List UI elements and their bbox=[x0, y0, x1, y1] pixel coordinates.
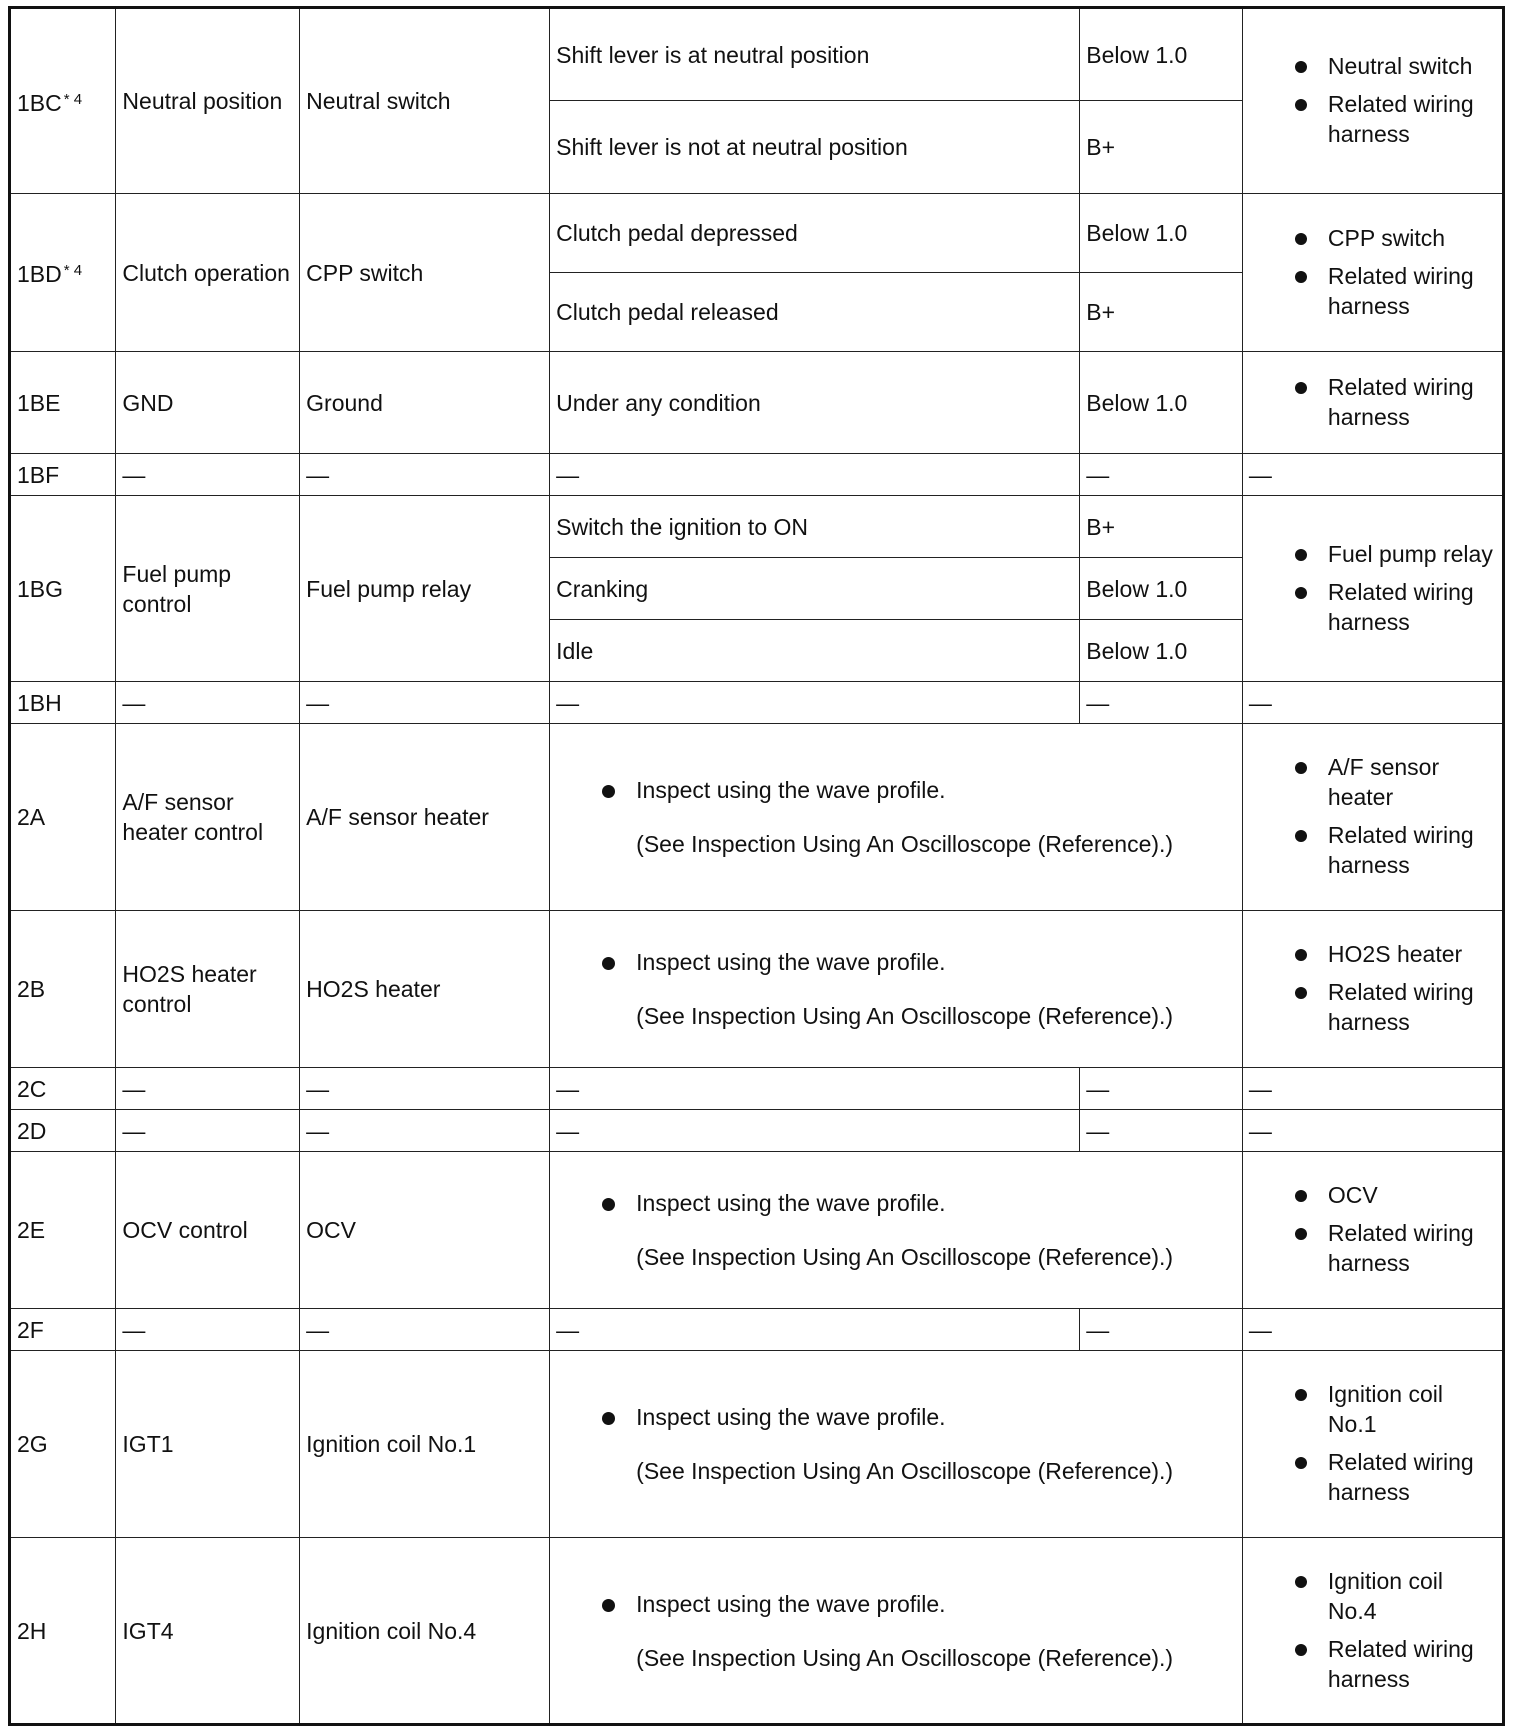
table-row bbox=[10, 1538, 1504, 1725]
signal-cell: GND bbox=[116, 352, 300, 454]
list-item: HO2S heater bbox=[1249, 939, 1496, 969]
inspection-reference: (See Inspection Using An Oscilloscope (Reference).) bbox=[636, 1458, 1174, 1484]
inspection-bullet: Inspect using the wave profile. bbox=[596, 947, 1236, 977]
signal-cell: Fuel pump control bbox=[116, 496, 300, 682]
notes-cell: — bbox=[1242, 454, 1503, 496]
spec-cell: B+ bbox=[1080, 273, 1243, 352]
terminal-cell: 2A bbox=[10, 724, 116, 911]
signal-cell: Clutch operation bbox=[116, 194, 300, 352]
terminal-cell: 2D bbox=[10, 1110, 116, 1152]
notes-cell bbox=[1242, 1538, 1503, 1725]
inspection-cell bbox=[550, 1538, 1243, 1725]
list-item: Related wiring harness bbox=[1249, 820, 1496, 880]
signal-cell: — bbox=[116, 1068, 300, 1110]
list-item: A/F sensor heater bbox=[1249, 752, 1496, 812]
terminal-cell: 2G bbox=[10, 1351, 116, 1538]
notes-cell bbox=[1242, 911, 1503, 1068]
spec-cell: Below 1.0 bbox=[1080, 194, 1243, 273]
connected-to-cell: OCV bbox=[300, 1152, 550, 1309]
connected-to-cell: — bbox=[300, 1068, 550, 1110]
connected-to-cell: — bbox=[300, 1110, 550, 1152]
condition-cell: — bbox=[550, 454, 1080, 496]
condition-cell: — bbox=[550, 1309, 1080, 1351]
list-item: Related wiring harness bbox=[1249, 977, 1496, 1037]
notes-cell: — bbox=[1242, 1110, 1503, 1152]
inspection-cell bbox=[550, 911, 1243, 1068]
list-item: Related wiring harness bbox=[1249, 89, 1496, 149]
table-row bbox=[10, 1110, 1504, 1152]
signal-cell: A/F sensor heater control bbox=[116, 724, 300, 911]
inspection-reference: (See Inspection Using An Oscilloscope (Reference).) bbox=[636, 831, 1174, 857]
spec-cell: — bbox=[1080, 454, 1243, 496]
terminal-cell: 2B bbox=[10, 911, 116, 1068]
inspection-reference: (See Inspection Using An Oscilloscope (Reference).) bbox=[636, 1644, 1174, 1671]
inspection-bullet: Inspect using the wave profile. bbox=[596, 1589, 1236, 1619]
spec-cell: — bbox=[1080, 682, 1243, 724]
condition-cell: Under any condition bbox=[550, 352, 1080, 454]
signal-cell: HO2S heater control bbox=[116, 911, 300, 1068]
condition-cell: — bbox=[550, 1068, 1080, 1110]
table-row bbox=[10, 352, 1504, 454]
spec-cell: Below 1.0 bbox=[1080, 352, 1243, 454]
spec-cell: Below 1.0 bbox=[1080, 620, 1243, 682]
list-item: OCV bbox=[1249, 1180, 1496, 1210]
notes-cell bbox=[1242, 1351, 1503, 1538]
table-row bbox=[10, 724, 1504, 911]
list-item: Ignition coil No.1 bbox=[1249, 1379, 1496, 1439]
table-row bbox=[10, 454, 1504, 496]
signal-cell: — bbox=[116, 454, 300, 496]
connected-to-cell: Ignition coil No.1 bbox=[300, 1351, 550, 1538]
inspection-reference: (See Inspection Using An Oscilloscope (Reference).) bbox=[636, 1244, 1174, 1270]
spec-cell: — bbox=[1080, 1110, 1243, 1152]
terminal-cell: 1BC $^{* 4}$ bbox=[10, 8, 116, 194]
signal-cell: — bbox=[116, 1110, 300, 1152]
spec-cell: — bbox=[1080, 1068, 1243, 1110]
inspection-cell bbox=[550, 724, 1243, 911]
spec-cell: Below 1.0 bbox=[1080, 8, 1243, 101]
table-row bbox=[10, 496, 1504, 558]
signal-cell: OCV control bbox=[116, 1152, 300, 1309]
notes-cell: — bbox=[1242, 1309, 1503, 1351]
list-item: Related wiring harness bbox=[1249, 1218, 1496, 1278]
notes-cell bbox=[1242, 352, 1503, 454]
terminal-cell: 1BF bbox=[10, 454, 116, 496]
signal-cell: Neutral position bbox=[116, 8, 300, 194]
list-item: CPP switch bbox=[1249, 223, 1496, 253]
terminal-cell: 2H bbox=[10, 1538, 116, 1725]
inspection-cell bbox=[550, 1152, 1243, 1309]
terminal-cell: 2E bbox=[10, 1152, 116, 1309]
signal-cell: IGT1 bbox=[116, 1351, 300, 1538]
list-item: Ignition coil No.4 bbox=[1249, 1566, 1496, 1626]
table-row bbox=[10, 1309, 1504, 1351]
inspection-bullet: Inspect using the wave profile. bbox=[596, 1188, 1236, 1218]
condition-cell: Clutch pedal depressed bbox=[550, 194, 1080, 273]
notes-cell bbox=[1242, 8, 1503, 194]
terminal-cell: 2F bbox=[10, 1309, 116, 1351]
terminal-cell: 1BE bbox=[10, 352, 116, 454]
terminal-cell: 1BG bbox=[10, 496, 116, 682]
spec-cell: B+ bbox=[1080, 101, 1243, 194]
list-item: Neutral switch bbox=[1249, 51, 1496, 81]
notes-cell: — bbox=[1242, 1068, 1503, 1110]
connected-to-cell: Neutral switch bbox=[300, 8, 550, 194]
notes-cell: — bbox=[1242, 682, 1503, 724]
condition-cell: Idle bbox=[550, 620, 1080, 682]
table-row bbox=[10, 911, 1504, 1068]
condition-cell: Shift lever is not at neutral position bbox=[550, 101, 1080, 194]
connected-to-cell: — bbox=[300, 682, 550, 724]
signal-cell: — bbox=[116, 1309, 300, 1351]
list-item: Related wiring harness bbox=[1249, 372, 1496, 432]
connected-to-cell: Fuel pump relay bbox=[300, 496, 550, 682]
condition-cell: Shift lever is at neutral position bbox=[550, 8, 1080, 101]
connected-to-cell: Ignition coil No.4 bbox=[300, 1538, 550, 1725]
notes-cell bbox=[1242, 1152, 1503, 1309]
connected-to-cell: Ground bbox=[300, 352, 550, 454]
inspection-reference: (See Inspection Using An Oscilloscope (Reference).) bbox=[636, 1003, 1174, 1029]
list-item: Related wiring harness bbox=[1249, 1634, 1496, 1694]
condition-cell: Clutch pedal released bbox=[550, 273, 1080, 352]
condition-cell: — bbox=[550, 1110, 1080, 1152]
notes-cell bbox=[1242, 496, 1503, 682]
connected-to-cell: HO2S heater bbox=[300, 911, 550, 1068]
spec-cell: Below 1.0 bbox=[1080, 558, 1243, 620]
terminal-inspection-table bbox=[8, 6, 1505, 1726]
terminal-cell: 2C bbox=[10, 1068, 116, 1110]
terminal-cell: 1BD $^{* 4}$ bbox=[10, 194, 116, 352]
connected-to-cell: — bbox=[300, 454, 550, 496]
list-item: Related wiring harness bbox=[1249, 261, 1496, 321]
condition-cell: — bbox=[550, 682, 1080, 724]
list-item: Fuel pump relay bbox=[1249, 539, 1496, 569]
condition-cell: Cranking bbox=[550, 558, 1080, 620]
inspection-bullet: Inspect using the wave profile. bbox=[596, 775, 1236, 805]
list-item: Related wiring harness bbox=[1249, 1447, 1496, 1507]
terminal-cell: 1BH bbox=[10, 682, 116, 724]
table-row bbox=[10, 194, 1504, 273]
inspection-cell bbox=[550, 1351, 1243, 1538]
inspection-bullet: Inspect using the wave profile. bbox=[596, 1402, 1236, 1432]
spec-cell: — bbox=[1080, 1309, 1243, 1351]
table-row bbox=[10, 1351, 1504, 1538]
spec-cell: B+ bbox=[1080, 496, 1243, 558]
condition-cell: Switch the ignition to ON bbox=[550, 496, 1080, 558]
signal-cell: — bbox=[116, 682, 300, 724]
notes-cell bbox=[1242, 724, 1503, 911]
table-row bbox=[10, 682, 1504, 724]
connected-to-cell: — bbox=[300, 1309, 550, 1351]
connected-to-cell: A/F sensor heater bbox=[300, 724, 550, 911]
connected-to-cell: CPP switch bbox=[300, 194, 550, 352]
table-row bbox=[10, 8, 1504, 101]
notes-cell bbox=[1242, 194, 1503, 352]
table-row bbox=[10, 1152, 1504, 1309]
list-item: Related wiring harness bbox=[1249, 577, 1496, 637]
table-row bbox=[10, 1068, 1504, 1110]
signal-cell: IGT4 bbox=[116, 1538, 300, 1725]
